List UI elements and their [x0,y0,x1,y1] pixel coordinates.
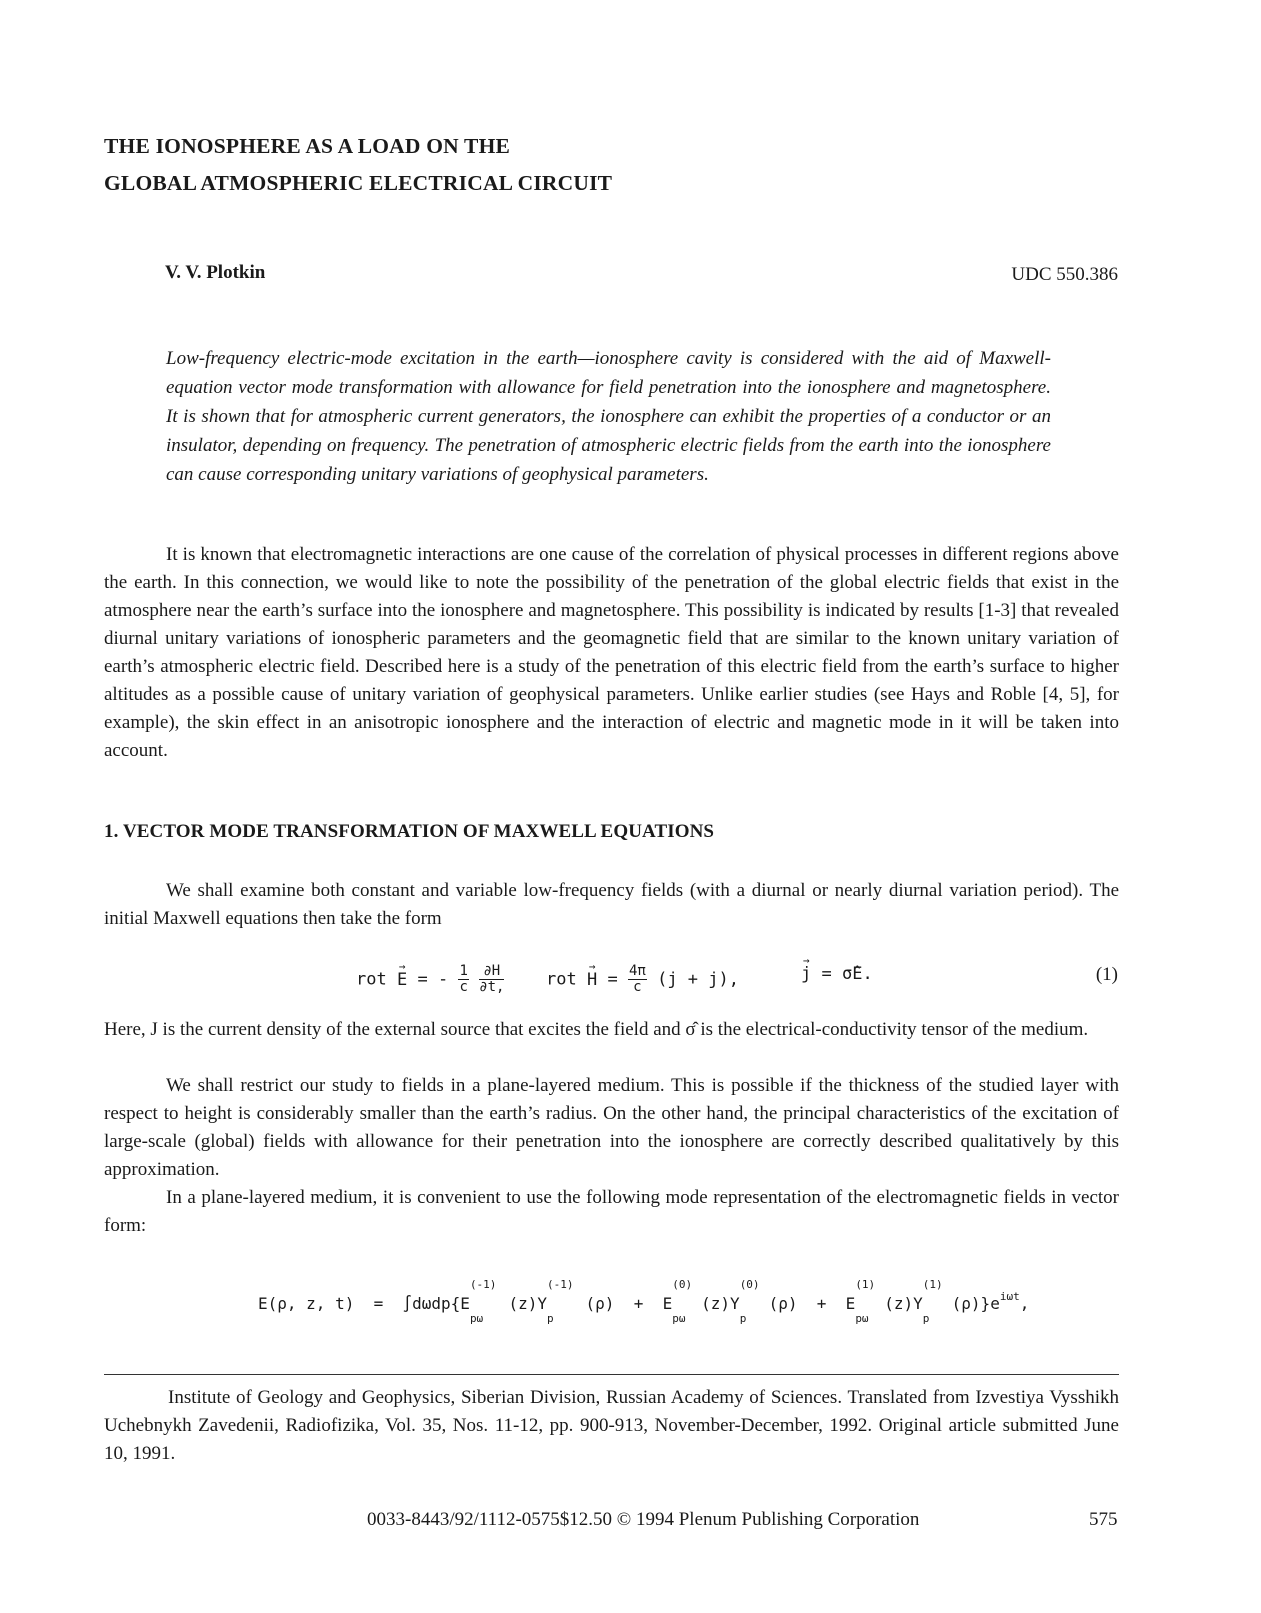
section-heading: 1. VECTOR MODE TRANSFORMATION OF MAXWELL EQUATIONS [104,821,715,842]
footnote-divider [104,1374,1119,1375]
title-line-1: THE IONOSPHERE AS A LOAD ON THE [104,134,511,158]
udc-code: UDC 550.386 [1011,264,1118,285]
eq1-ohm: → j = σ̂E. [801,964,873,984]
section-paragraph-1: We shall examine both constant and variable low-frequency fields (with a diurnal or nearly diurnal variation period). The initial Maxwell equations then take the form [104,880,1119,929]
abstract: Low-frequency electric-mode excitation in the earth—ionosphere cavity is considered with the aid of Maxwell-equation vector mode transformation with allowance for field penetration into the ionosphere and magnetosphere. It is shown that for atmospheric current generators, the ionosphere can exhibit the properties of a conductor or an insulator, depending on frequency. The penetration of atmospheric electric fields from the earth into the ionosphere can cause corresponding unitary variations of geophysical parameters. [166,348,1051,485]
article-title [104,128,904,202]
copyright-line: 0033-8443/92/1112-0575$12.50 © 1994 Plenum Publishing Corporation [367,1509,920,1530]
footnote: Institute of Geology and Geophysics, Siberian Division, Russian Academy of Sciences. Translated from Izvestiya Vysshikh Uchebnykh Zavedenii, Radiofizika, Vol. 35, Nos. 11-12, pp. 900-913, November-December, 1992. Original article submitted June 10, 1991. [104,1387,1119,1464]
eq1-rot-e: rot → E = - $\frac{1}{c}$ $\frac{\partial H}{\partial t,}$ [356,964,504,995]
section-paragraph-3: We shall restrict our study to fields in a plane-layered medium. This is possible if the thickness of the studied layer with respect to height is considerably smaller than the earth’s radius. On the other hand, the principal characteristics of the excitation of large-scale (global) fields with allowance for their penetration into the ionosphere are correctly described qualitatively by this approximation. [104,1075,1119,1180]
page-number: 575 [1089,1509,1118,1530]
eq1-rot-h: rot → H = $\frac{4\pi}{c}$ (j + j), [546,964,739,995]
equation-number: (1) [1095,964,1118,985]
author-name: V. V. Plotkin [165,262,266,283]
title-line-2: GLOBAL ATMOSPHERIC ELECTRICAL CIRCUIT [104,171,613,195]
section-paragraph-2: Here, J is the current density of the external source that excites the field and σ̂ is the electrical-conductivity tensor of the medium. [104,1019,1089,1040]
section-paragraph-4: In a plane-layered medium, it is convenient to use the following mode representation of the electromagnetic fields in vector form: [104,1187,1119,1236]
eq2-lhs: E(ρ, z, t) [258,1294,355,1313]
equation-1 [356,958,1118,1008]
intro-paragraph: It is known that electromagnetic interactions are one cause of the correlation of physical processes in different regions above the earth. In this connection, we would like to note the possibility of the penetration of the global electric fields that exist in the atmosphere near the earth’s surface into the ionosphere and magnetosphere. This possibility is indicated by results [1-3] that revealed diurnal unitary variations of ionospheric parameters and the geomagnetic field that are similar to the known unitary variation of earth’s atmospheric electric field. Described here is a study of the penetration of this electric field from the earth’s surface to higher altitudes as a possible cause of unitary variation of geophysical parameters. Unlike earlier studies (see Hays and Roble [4, 5], for example), the skin effect in an anisotropic ionosphere and the interaction of electric and magnetic mode in it will be taken into account. [104,544,1119,761]
equation-2: E(ρ, z, t) = ∫dωdp{E (-1) pω (z)Y (-1) p (ρ) + E (0) pω (z)Y (0) p (ρ) + E (1) pω (z)Y (1) p $(\rho)\}e^{i\omega t}$, [258,1278,1030,1325]
